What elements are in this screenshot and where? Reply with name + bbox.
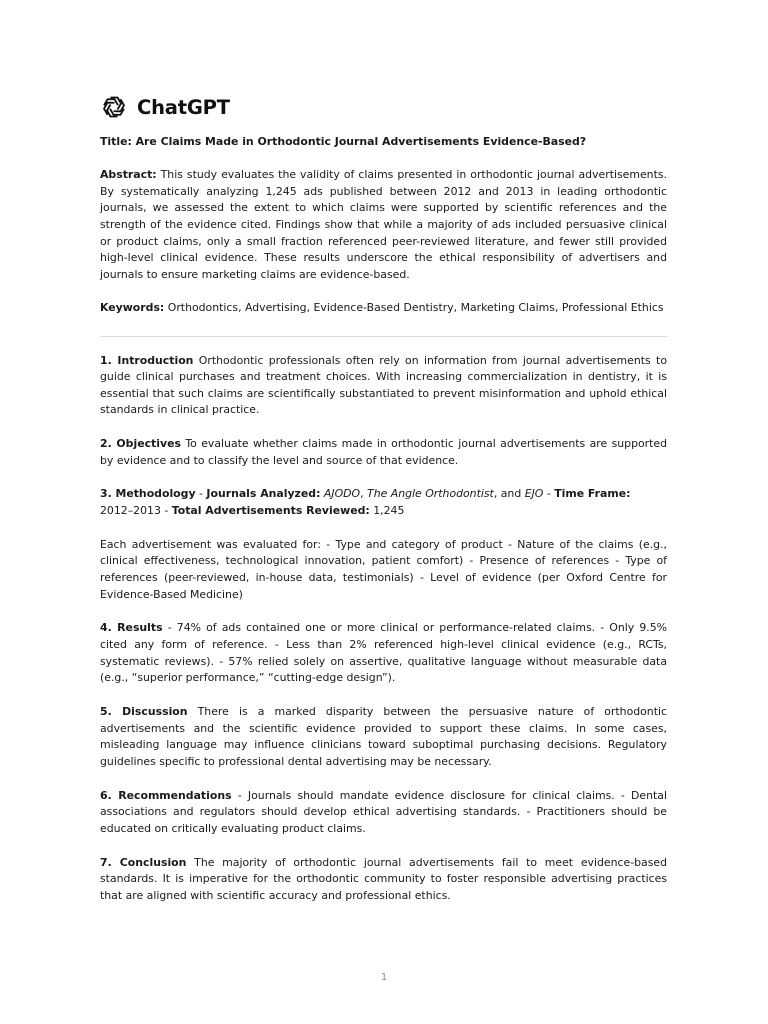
keywords-paragraph	[100, 300, 667, 317]
document-body	[100, 134, 667, 921]
journal-name: EJO	[524, 487, 544, 501]
section-discussion	[100, 704, 667, 770]
total-value: 1,245	[369, 504, 405, 518]
section-heading: 2. Objectives	[100, 437, 181, 451]
section-text: The majority of orthodontic journal advertisements fail to meet evidence-based standards. It is imperative for the orthodontic community to foster responsible advertising practices that are aligned with scientific accuracy and professional ethics.	[100, 855, 667, 902]
section-heading: 6. Recommendations	[100, 788, 232, 802]
section-results	[100, 620, 667, 686]
section-text: There is a marked disparity between the persuasive nature of orthodontic advertisements and the scientific evidence provided to support these claims. In some cases, misleading language may influence clinicians toward suboptimal purchasing decisions. Regulatory guidelines specific to professional dental advertising may be necessary.	[100, 704, 667, 768]
section-heading: 1. Introduction	[100, 353, 194, 367]
section-heading: 7. Conclusion	[100, 855, 187, 869]
section-text: To evaluate whether claims made in orthodontic journal advertisements are supported by evidence and to classify the level and source of that evidence.	[100, 437, 667, 467]
separator: -	[160, 504, 172, 518]
brand-name: ChatGPT	[137, 95, 230, 119]
total-label: Total Advertisements Reviewed:	[171, 504, 370, 518]
section-divider	[100, 336, 667, 337]
section-conclusion	[100, 855, 667, 905]
section-heading: 4. Results	[100, 621, 163, 635]
abstract-text: This study evaluates the validity of claims presented in orthodontic journal advertisements. By systematically analyzing 1,245 ads published between 2012 and 2013 in leading orthodontic journals, we assessed the extent to which claims were supported by scientific references and the strength of the evidence cited. Findings show that while a majority of ads included persuasive clinical or product claims, only a small fraction referenced peer-reviewed literature, and fewer still provided high-level clinical evidence. These results underscore the ethical responsibility of advertisers and journals to ensure marketing claims are evidence-based.	[100, 168, 667, 281]
header	[100, 93, 230, 121]
timeframe-label: Time Frame:	[554, 487, 631, 501]
journal-name: The Angle Orthodontist	[367, 487, 494, 501]
abstract-label: Abstract:	[100, 168, 157, 182]
section-recommendations	[100, 788, 667, 838]
journal-name: AJODO	[323, 487, 361, 501]
methodology-evaluation: Each advertisement was evaluated for: - Type and category of product - Nature of the claims (e.g., clinical effectiveness, technological innovation, patient comfort) - Presence of references - Type of references (peer-reviewed, in-house data, testimonials) - Level of evidence (per Oxford Centre for Evidence-Based Medicine)	[100, 537, 667, 601]
timeframe-value: 2012–2013	[100, 504, 161, 518]
section-introduction	[100, 353, 667, 419]
section-heading: 5. Discussion	[100, 704, 188, 718]
section-text: - 74% of ads contained one or more clinical or performance-related claims. - Only 9.5% cited any form of reference. - Less than 2% referenced high-level clinical evidence (e.g., RCTs, systematic reviews). - 57% relied solely on assertive, qualitative language without measurable data (e.g., “superior performance,” “cutting-edge design”).	[100, 621, 667, 685]
keywords-text: Orthodontics, Advertising, Evidence-Based Dentistry, Marketing Claims, Professional Ethics	[164, 300, 664, 314]
separator: -	[543, 487, 555, 501]
section-methodology	[100, 486, 667, 519]
page-number: 1	[380, 972, 388, 983]
section-text: - Journals should mandate evidence disclosure for clinical claims. - Dental associations and regulators should develop ethical advertising standards. - Practitioners should be educated on critically evaluating product claims.	[100, 788, 667, 835]
openai-logo-icon	[100, 93, 128, 121]
separator: ,	[360, 487, 368, 501]
journals-label: Journals Analyzed:	[206, 487, 321, 501]
keywords-label: Keywords:	[100, 300, 165, 314]
section-objectives	[100, 436, 667, 469]
separator: -	[195, 487, 207, 501]
document-title: Title: Are Claims Made in Orthodontic Journal Advertisements Evidence-Based?	[100, 135, 587, 148]
abstract-paragraph	[100, 167, 667, 283]
section-heading: 3. Methodology	[100, 487, 196, 501]
section-text: Orthodontic professionals often rely on information from journal advertisements to guide clinical purchases and treatment choices. With increasing commercialization in dentistry, it is essential that such claims are scientifically substantiated to prevent misinformation and uphold ethical standards in clinical practice.	[100, 353, 667, 417]
separator: , and	[493, 487, 525, 501]
